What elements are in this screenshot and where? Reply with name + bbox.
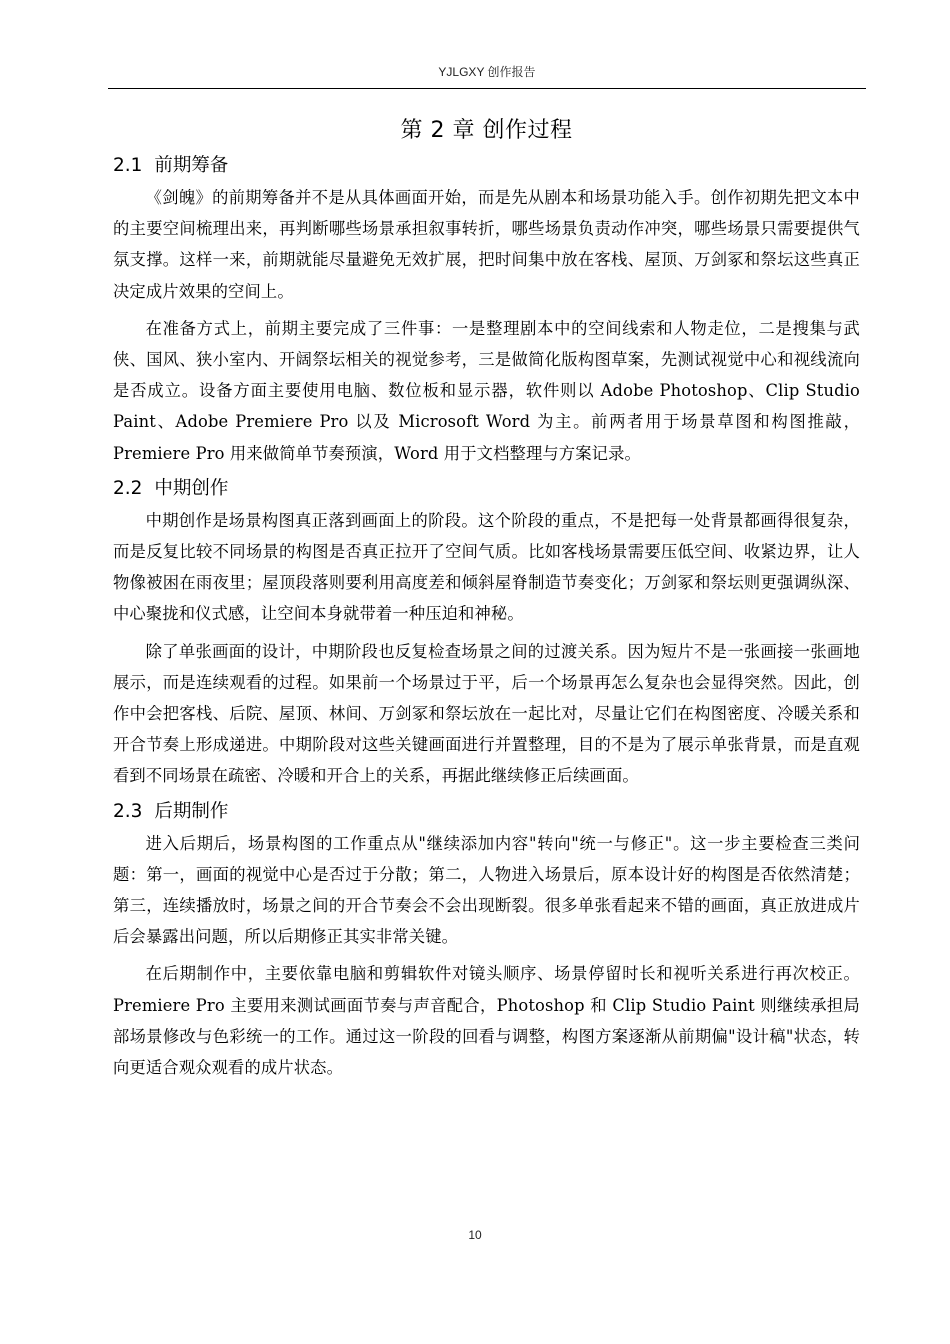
- section-heading: [113, 798, 860, 826]
- page-body: [113, 110, 860, 1089]
- paragraph: 中期创作是场景构图真正落到画面上的阶段。这个阶段的重点，不是把每一处背景都画得很复杂，而是反复比较不同场景的构图是否真正拉开了空间气质。比如客栈场景需要压低空间、收紧边界，让人物像被困在雨夜里；屋顶段落则要利用高度差和倾斜屋脊制造节奏变化；万剑冢和祭坛则更强调纵深、中心聚拢和仪式感，让空间本身就带着一种压迫和神秘。: [113, 510, 860, 624]
- paragraph: 进入后期后，场景构图的工作重点从"继续添加内容"转向"统一与修正"。这一步主要检查三类问题：第一，画面的视觉中心是否过于分散；第二，人物进入场景后，原本设计好的构图是否依然清楚；第三，连续播放时，场景之间的开合节奏会不会出现断裂。很多单张看起来不错的画面，真正放进成片后会暴露出问题，所以后期修正其实非常关键。: [113, 833, 860, 947]
- section-2-2: [113, 475, 860, 792]
- section-number: 2.1: [113, 155, 143, 176]
- running-header: YJLGXY 创作报告: [438, 65, 536, 79]
- paragraph: 在后期制作中，主要依靠电脑和剪辑软件对镜头顺序、场景停留时长和视听关系进行再次校正。Premiere Pro 主要用来测试画面节奏与声音配合，Photoshop 和 Clip Studio Paint 则继续承担局部场景修改与色彩统一的工作。通过这一阶段的回看与调整，构图方案逐渐从前期偏"设计稿"状态，转向更适合观众观看的成片状态。: [113, 964, 860, 1078]
- section-title: 后期制作: [154, 800, 229, 822]
- section-title: 中期创作: [154, 477, 229, 499]
- chapter-title: 第 2 章 创作过程: [400, 118, 573, 143]
- section-2-3: [113, 798, 860, 1084]
- paragraph: 在准备方式上，前期主要完成了三件事：一是整理剧本中的空间线索和人物走位，二是搜集与武侠、国风、狭小室内、开阔祭坛相关的视觉参考，三是做简化版构图草案，先测试视觉中心和视线流向是否成立。设备方面主要使用电脑、数位板和显示器，软件则以 Adobe Photoshop、Clip Studio Paint、Adobe Premiere Pro 以及 Microsoft Word 为主。前两者用于场景草图和构图推敲，Premiere Pro 用来做简单节奏预演，Word 用于文档整理与方案记录。: [113, 318, 860, 463]
- paragraph: 除了单张画面的设计，中期阶段也反复检查场景之间的过渡关系。因为短片不是一张画接一张画地展示，而是连续观看的过程。如果前一个场景过于平，后一个场景再怎么复杂也会显得突然。因此，创作中会把客栈、后院、屋顶、林间、万剑冢和祭坛放在一起比对，尽量让它们在构图密度、冷暖关系和开合节奏上形成递进。中期阶段对这些关键画面进行并置整理，目的不是为了展示单张背景，而是直观看到不同场景在疏密、冷暖和开合上的关系，再据此继续修正后续画面。: [113, 641, 860, 786]
- section-heading: [113, 475, 860, 503]
- section-number: 2.3: [113, 800, 143, 822]
- section-2-1: [113, 152, 860, 469]
- page-number: 10: [468, 1228, 482, 1242]
- paragraph: 《剑魄》的前期筹备并不是从具体画面开始，而是先从剧本和场景功能入手。创作初期先把文本中的主要空间梳理出来，再判断哪些场景承担叙事转折，哪些场景负责动作冲突，哪些场景只需要提供气氛支撑。这样一来，前期就能尽量避免无效扩展，把时间集中放在客栈、屋顶、万剑冢和祭坛这些真正决定成片效果的空间上。: [113, 188, 860, 301]
- header-rule: [108, 88, 866, 89]
- section-heading: [113, 152, 860, 180]
- section-number: 2.2: [113, 477, 143, 499]
- section-title: 前期筹备: [154, 155, 229, 176]
